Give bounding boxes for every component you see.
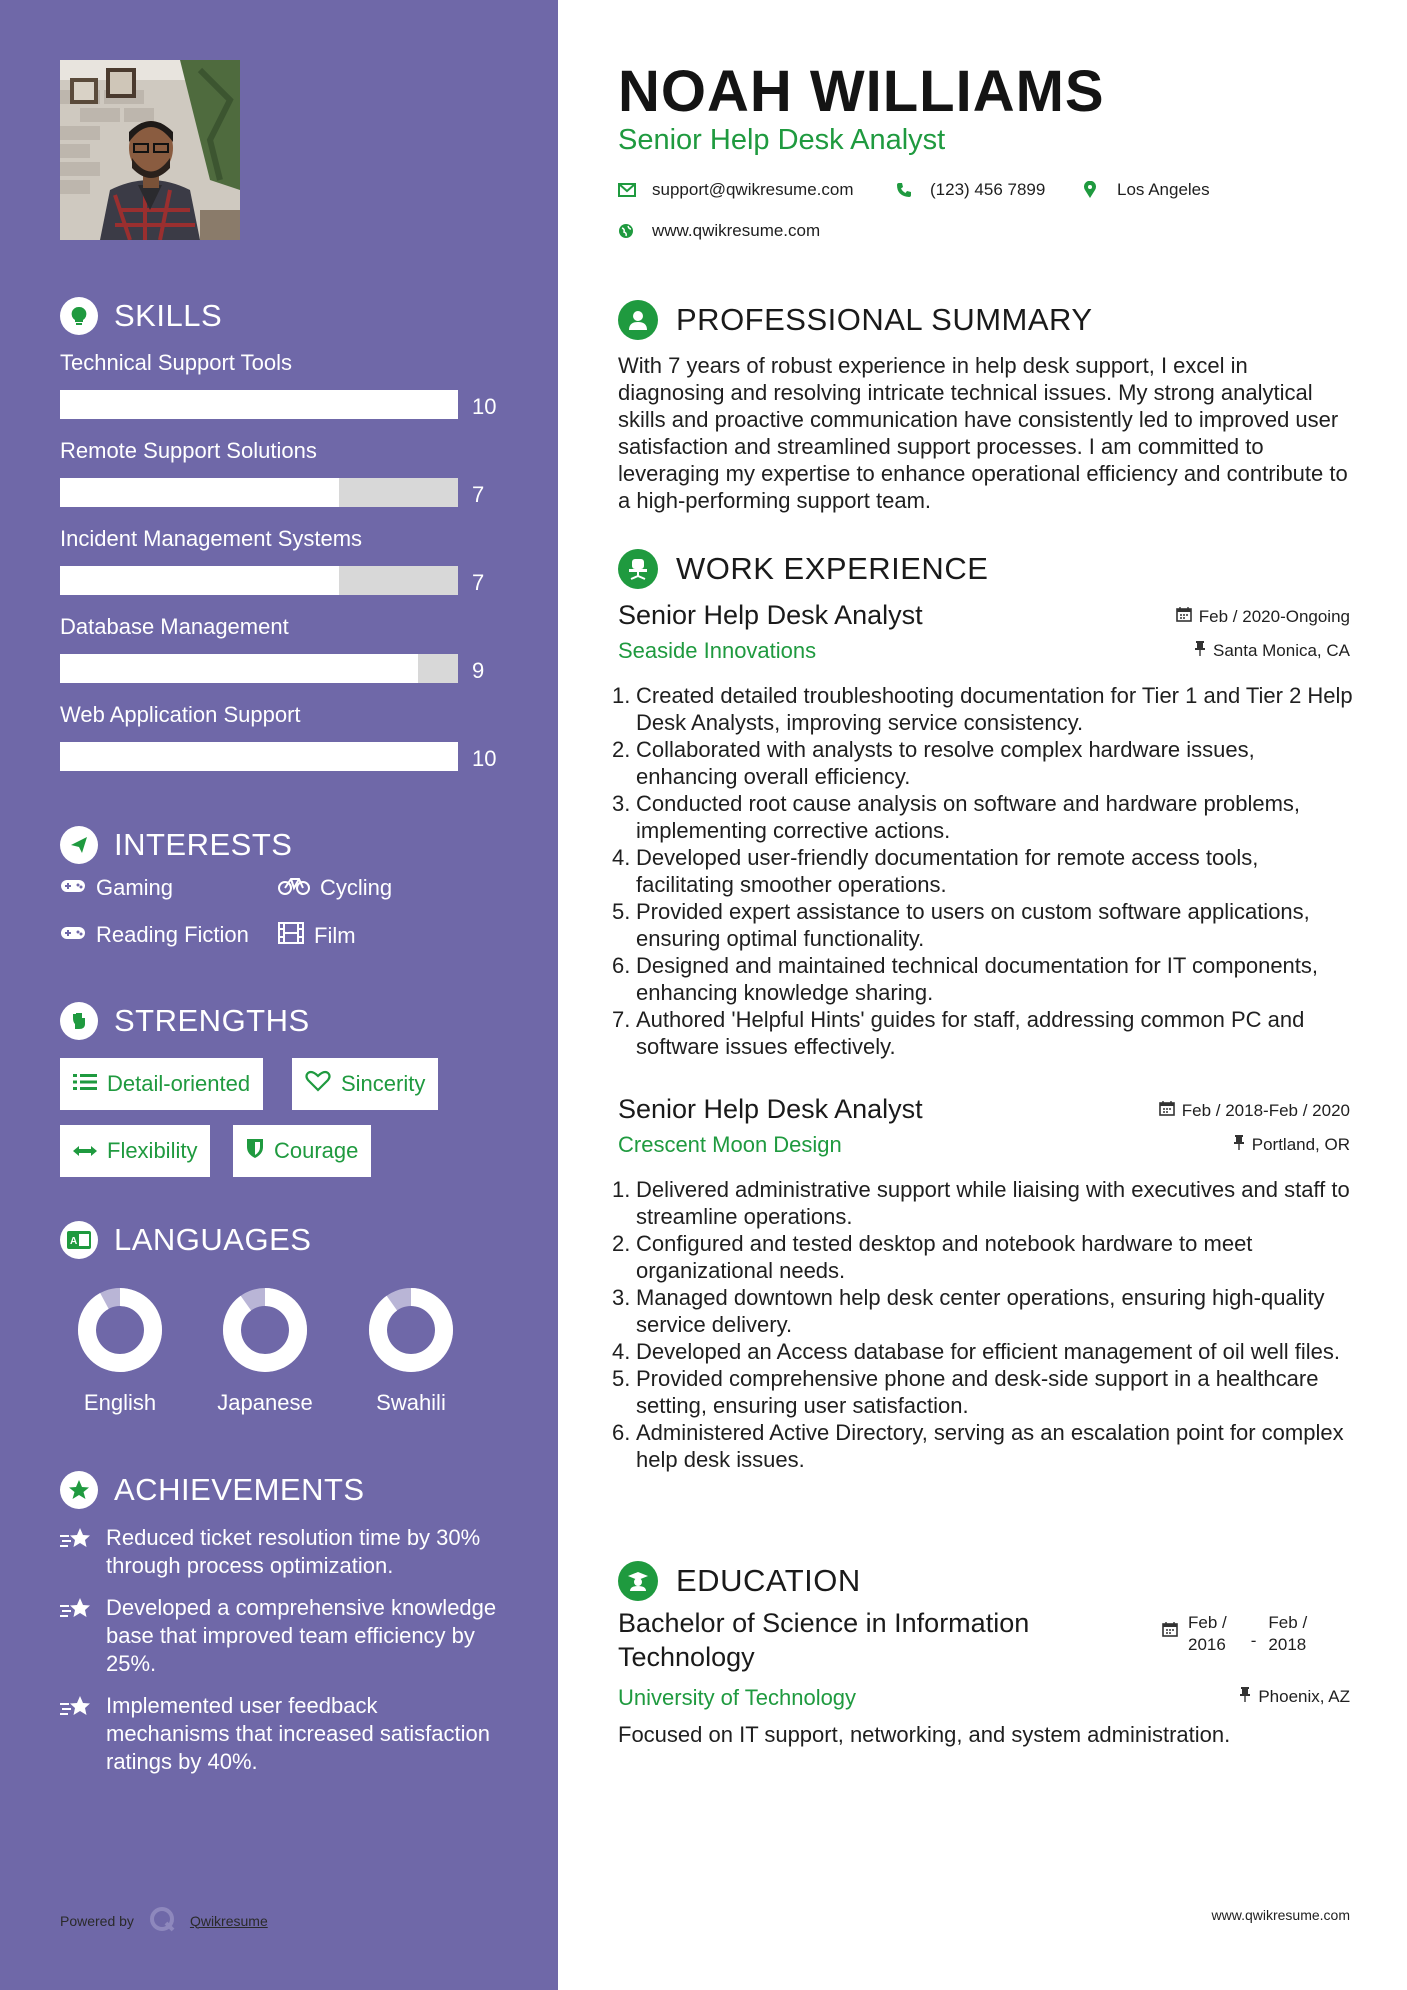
interest-item: Reading Fiction bbox=[60, 922, 249, 948]
education-end: Feb / 2018 bbox=[1268, 1613, 1308, 1654]
job-bullet: 3. Managed downtown help desk center operations, ensuring high-quality service delivery. bbox=[612, 1285, 1325, 1337]
interest-item: Gaming bbox=[60, 875, 173, 901]
language-ring bbox=[220, 1285, 310, 1375]
phone-text: (123) 456 7899 bbox=[930, 180, 1046, 199]
skill-label: Web Application Support bbox=[60, 702, 301, 727]
interests-heading: INTERESTS bbox=[60, 826, 292, 864]
job-bullet: 5. Provided comprehensive phone and desk-side support in a healthcare setting, ensuring user satisfaction. bbox=[612, 1366, 1319, 1418]
job-location: Portland, OR bbox=[1233, 1134, 1350, 1155]
job-entry bbox=[612, 600, 1353, 1059]
pushpin-icon bbox=[1194, 640, 1206, 661]
language-icon bbox=[60, 1221, 98, 1259]
job-location: Santa Monica, CA bbox=[1194, 640, 1350, 661]
heart-icon bbox=[305, 1070, 331, 1098]
job-bullet: 4. Developed user-friendly documentation for remote access tools, facilitating smoother operations. bbox=[612, 845, 1259, 897]
map-pin-icon bbox=[1083, 181, 1117, 199]
gamepad-icon bbox=[60, 875, 86, 901]
phone-contact bbox=[896, 180, 1045, 200]
profile-photo bbox=[60, 60, 240, 240]
skill-value: 7 bbox=[472, 570, 485, 595]
education-location: Phoenix, AZ bbox=[1239, 1686, 1350, 1707]
shield-icon bbox=[246, 1137, 264, 1165]
website-text[interactable]: www.qwikresume.com bbox=[652, 221, 821, 240]
achievements-heading: ACHIEVEMENTS bbox=[60, 1471, 365, 1509]
skill-label: Incident Management Systems bbox=[60, 526, 363, 551]
summary-heading: PROFESSIONAL SUMMARY bbox=[618, 300, 1093, 340]
skills-heading: SKILLS bbox=[60, 297, 222, 335]
language-label: Japanese bbox=[217, 1390, 313, 1415]
skill-value: 10 bbox=[472, 746, 497, 771]
job-company: Seaside Innovations bbox=[618, 638, 817, 663]
skill-label: Technical Support Tools bbox=[60, 350, 292, 375]
job-bullet: 5. Provided expert assistance to users on custom software applications, ensuring optimal functionality. bbox=[612, 899, 1310, 951]
skill-bar bbox=[60, 478, 458, 507]
calendar-icon bbox=[1162, 1621, 1178, 1656]
skill-bar-fill bbox=[60, 478, 339, 507]
languages-heading: A LANGUAGES bbox=[60, 1221, 311, 1259]
interest-item: Cycling bbox=[278, 875, 392, 901]
main-content bbox=[558, 0, 1407, 1990]
star-icon bbox=[60, 1471, 98, 1509]
qwikresume-link[interactable]: Qwikresume bbox=[189, 1912, 268, 1929]
job-bullets bbox=[612, 682, 1356, 1060]
skill-label: Remote Support Solutions bbox=[60, 438, 317, 463]
achievement-item: Developed a comprehensive knowledge base that improved team efficiency by 25%. bbox=[60, 1594, 500, 1678]
education-start: Feb / 2016 bbox=[1188, 1613, 1227, 1654]
achievement-item: Implemented user feedback mechanisms that increased satisfaction ratings by 40%. bbox=[60, 1692, 500, 1776]
sidebar bbox=[0, 0, 558, 1990]
language-item bbox=[346, 1285, 476, 1416]
job-company: Crescent Moon Design bbox=[618, 1132, 842, 1157]
list-icon bbox=[73, 1071, 97, 1097]
envelope-icon bbox=[618, 183, 652, 197]
education-description: Focused on IT support, networking, and system administration. bbox=[618, 1722, 1231, 1747]
job-bullet: 3. Conducted root cause analysis on software and hardware problems, implementing corrective actions. bbox=[612, 791, 1301, 843]
svg-text:A: A bbox=[70, 1236, 78, 1247]
date-separator: - bbox=[1250, 1631, 1257, 1650]
education-degree: Bachelor of Science in Information Technology bbox=[618, 1608, 1030, 1672]
email-text[interactable]: support@qwikresume.com bbox=[652, 180, 854, 199]
language-item bbox=[200, 1285, 330, 1416]
footer-url[interactable]: www.qwikresume.com bbox=[1211, 1907, 1350, 1923]
office-chair-icon bbox=[618, 549, 658, 589]
powered-by: Powered by Qwikresume bbox=[60, 1905, 268, 1936]
job-title: Senior Help Desk Analyst bbox=[618, 600, 923, 630]
skill-bar bbox=[60, 566, 458, 595]
job-bullet: 2. Configured and tested desktop and notebook hardware to meet organizational needs. bbox=[612, 1231, 1253, 1283]
job-bullet: 6. Designed and maintained technical documentation for IT components, enhancing knowledge sharing. bbox=[612, 953, 1319, 1005]
pushpin-icon bbox=[1239, 1686, 1251, 1707]
job-bullet: 7. Authored 'Helpful Hints' guides for staff, addressing common PC and software issues effectively. bbox=[612, 1007, 1305, 1059]
job-entry bbox=[612, 1094, 1350, 1472]
education-dates bbox=[1162, 1612, 1307, 1656]
skill-bar bbox=[60, 654, 458, 683]
location-contact bbox=[1083, 180, 1210, 200]
job-bullet: 1. Delivered administrative support while liaising with executives and staff to streamline operations. bbox=[612, 1177, 1350, 1229]
film-icon bbox=[278, 922, 304, 950]
achievement-item: Reduced ticket resolution time by 30% through process optimization. bbox=[60, 1524, 500, 1580]
language-ring bbox=[366, 1285, 456, 1375]
job-dates: Feb / 2020-Ongoing bbox=[1176, 606, 1350, 627]
strength-badge: Detail-oriented bbox=[60, 1058, 263, 1110]
education-school: University of Technology bbox=[618, 1685, 857, 1710]
skill-bar-fill bbox=[60, 654, 418, 683]
fist-icon bbox=[60, 1002, 98, 1040]
summary-text: With 7 years of robust experience in help desk support, I excel in diagnosing and resolving intricate technical issues. My strong analytical skills and proactive communication have consistently led to improved user satisfaction and streamlined support processes. I am committed to leveraging my expertise to enhance operational efficiency and contribute to a high-performing support team. bbox=[618, 353, 1348, 513]
job-bullets bbox=[612, 1176, 1356, 1473]
skill-bar-fill bbox=[60, 390, 458, 419]
user-icon bbox=[618, 300, 658, 340]
email-contact bbox=[618, 180, 854, 200]
skill-bar bbox=[60, 390, 458, 419]
skill-item bbox=[60, 614, 500, 683]
skill-item bbox=[60, 702, 500, 771]
skill-value: 10 bbox=[472, 394, 497, 419]
language-ring bbox=[75, 1285, 165, 1375]
skill-bar bbox=[60, 742, 458, 771]
job-title: Senior Help Desk Analyst bbox=[618, 1094, 923, 1124]
qwikresume-logo-icon bbox=[148, 1905, 176, 1936]
bicycle-icon bbox=[278, 875, 310, 901]
location-text: Los Angeles bbox=[1117, 180, 1210, 199]
lightbulb-icon bbox=[60, 297, 98, 335]
skill-bar-fill bbox=[60, 566, 339, 595]
language-item bbox=[55, 1285, 185, 1416]
website-contact bbox=[618, 221, 820, 241]
strength-badge: Flexibility bbox=[60, 1125, 210, 1177]
language-label: Swahili bbox=[376, 1390, 446, 1415]
skill-value: 9 bbox=[472, 658, 485, 683]
shooting-star-icon bbox=[60, 1694, 92, 1776]
gamepad-icon bbox=[60, 922, 86, 948]
graduate-icon bbox=[618, 1561, 658, 1601]
pushpin-icon bbox=[1233, 1134, 1245, 1155]
paper-plane-icon bbox=[60, 826, 98, 864]
skill-item bbox=[60, 350, 500, 419]
strengths-heading: STRENGTHS bbox=[60, 1002, 310, 1040]
experience-heading: WORK EXPERIENCE bbox=[618, 549, 988, 589]
globe-icon bbox=[618, 223, 652, 239]
skill-label: Database Management bbox=[60, 614, 289, 639]
education-heading: EDUCATION bbox=[618, 1561, 861, 1601]
candidate-name: NOAH WILLIAMS bbox=[618, 59, 1105, 124]
arrows-horizontal-icon bbox=[73, 1138, 97, 1164]
shooting-star-icon bbox=[60, 1526, 92, 1580]
job-bullet: 2. Collaborated with analysts to resolve complex hardware issues, enhancing overall efficiency. bbox=[612, 737, 1255, 789]
skill-item bbox=[60, 438, 500, 507]
strength-badge: Courage bbox=[233, 1125, 371, 1177]
job-bullet: 1. Created detailed troubleshooting documentation for Tier 1 and Tier 2 Help Desk Analysts, improving service consistency. bbox=[612, 683, 1353, 735]
job-bullet: 6. Administered Active Directory, serving as an escalation point for complex help desk issues. bbox=[612, 1420, 1344, 1472]
job-dates: Feb / 2018-Feb / 2020 bbox=[1159, 1100, 1350, 1121]
skill-item bbox=[60, 526, 500, 595]
shooting-star-icon bbox=[60, 1596, 92, 1678]
job-bullet: 4. Developed an Access database for efficient management of oil well files. bbox=[612, 1339, 1340, 1364]
phone-icon bbox=[896, 182, 930, 198]
skill-bar-fill bbox=[60, 742, 458, 771]
strength-badge: Sincerity bbox=[292, 1058, 438, 1110]
calendar-icon bbox=[1159, 1100, 1175, 1121]
interest-item: Film bbox=[278, 922, 356, 950]
candidate-title: Senior Help Desk Analyst bbox=[618, 124, 946, 156]
language-label: English bbox=[83, 1390, 157, 1415]
skill-value: 7 bbox=[472, 482, 485, 507]
calendar-icon bbox=[1176, 606, 1192, 627]
